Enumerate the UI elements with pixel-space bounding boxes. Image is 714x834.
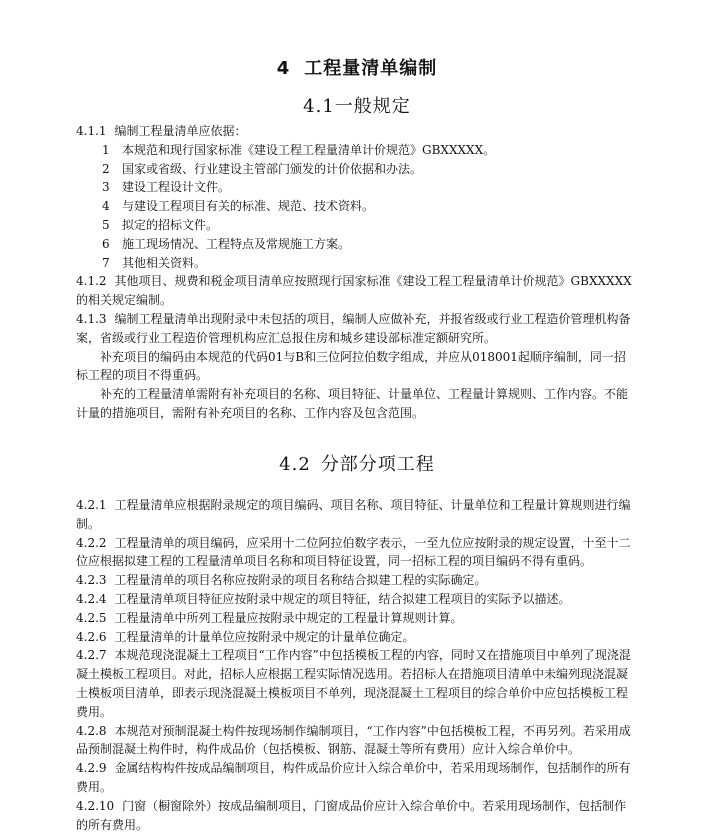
clause-4-2-2: 4.2.2 工程量清单的项目编码，应采用十二位阿拉伯数字表示，一至九位应按附录的规定设置，十至十二位应根据拟建工程的工程量清单项目名称和项目特征设置，同一招标工程的项目编码不得有重码。 — [76, 535, 631, 569]
list-item: 3 建设工程设计文件。 — [102, 180, 231, 195]
section-title-4-1: 4.1一般规定 — [303, 96, 411, 117]
section-4-1-body — [76, 122, 636, 423]
section-title-text: 分部分项工程 — [320, 454, 435, 475]
section-number: 4.2 — [279, 454, 311, 475]
paragraph: 补充的工程量清单需附有补充项目的名称、项目特征、计量单位、工程量计算规则、工作内容。不能计量的措施项目，需附有补充项目的名称、工作内容及包含范围。 — [76, 387, 629, 420]
chapter-title — [0, 54, 714, 80]
paragraph: 补充项目的编码由本规范的代码01与B和三位阿拉伯数字组成，并应从018001起顺序编制，同一招标工程的项目不得重码。 — [76, 349, 626, 383]
clause-4-2-8: 4.2.8 本规范对预制混凝土构件按现场制作编制项目，“工作内容”中包括模板工程，不再另列。若采用成品预制混凝土构件时，构件成品价（包括模板、钢筋、混凝土等所有费用）应计入综合单价中。 — [76, 723, 631, 757]
list-item: 5 拟定的招标文件。 — [102, 217, 219, 232]
list-item: 4 与建设工程项目有关的标准、规范、技术资料。 — [102, 199, 375, 214]
clause-4-2-9: 4.2.9 金属结构构件按成品编制项目，构件成品价应计入综合单价中，若采用现场制作，包括制作的所有费用。 — [76, 761, 631, 794]
chapter-title-text: 工程量清单编制 — [304, 58, 438, 79]
clause-4-1-2: 4.1.2 其他项目、规费和税金项目清单应按照现行国家标准《建设工程工程量清单计价规范》GBXXXXX的相关规定编制。 — [76, 274, 632, 308]
section-4-2-body — [76, 496, 636, 834]
clause-4-2-7: 4.2.7 本规范现浇混凝土工程项目“工作内容”中包括模板工程的内容，同时又在措施项目中单列了现浇混凝土模板工程项目。对此，招标人应根据工程实际情况选用。若招标人在措施项目清单中未编列现浇混凝土模板项目清单，即表示现浇混凝土模板项目不单列，现浇混凝土工程项目的综合单价中应包括模板工程费用。 — [76, 648, 631, 719]
clause-4-2-5: 4.2.5 工程量清单中所列工程量应按附录中规定的工程量计算规则计算。 — [76, 610, 463, 625]
clause-4-2-3: 4.2.3 工程量清单的项目名称应按附录的项目名称结合拟建工程的实际确定。 — [76, 573, 487, 588]
clause-4-2-10: 4.2.10 门窗（橱窗除外）按成品编制项目，门窗成品价应计入综合单价中。若采用现场制作，包括制作的所有费用。 — [76, 798, 627, 832]
clause-4-2-4: 4.2.4 工程量清单项目特征应按附录中规定的项目特征，结合拟建工程项目的实际予以描述。 — [76, 591, 571, 606]
list-item: 7 其他相关资料。 — [102, 255, 207, 270]
clause-4-1-1: 4.1.1 编制工程量清单应依据： — [76, 124, 247, 138]
list-item: 2 国家或省级、行业建设主管部门颁发的计价依据和办法。 — [102, 161, 423, 176]
clause-4-2-1: 4.2.1 工程量清单应根据附录规定的项目编码、项目名称、项目特征、计量单位和工程量计算规则进行编制。 — [76, 498, 631, 531]
list-item: 1 本规范和现行国家标准《建设工程工程量清单计价规范》GBXXXXX。 — [102, 142, 496, 157]
list-item: 6 施工现场情况、工程特点及常规施工方案。 — [102, 236, 351, 251]
clause-4-1-3: 4.1.3 编制工程量清单出现附录中未包括的项目，编制人应做补充，并报省级或行业工程造价管理机构备案，省级或行业工程造价管理机构应汇总报住房和城乡建设部标准定额研究所。 — [76, 311, 631, 345]
section-title-4-2 — [0, 450, 714, 476]
chapter-number: 4 — [276, 58, 291, 79]
clause-4-2-6: 4.2.6 工程量清单的计量单位应按附录中规定的计量单位确定。 — [76, 629, 415, 644]
